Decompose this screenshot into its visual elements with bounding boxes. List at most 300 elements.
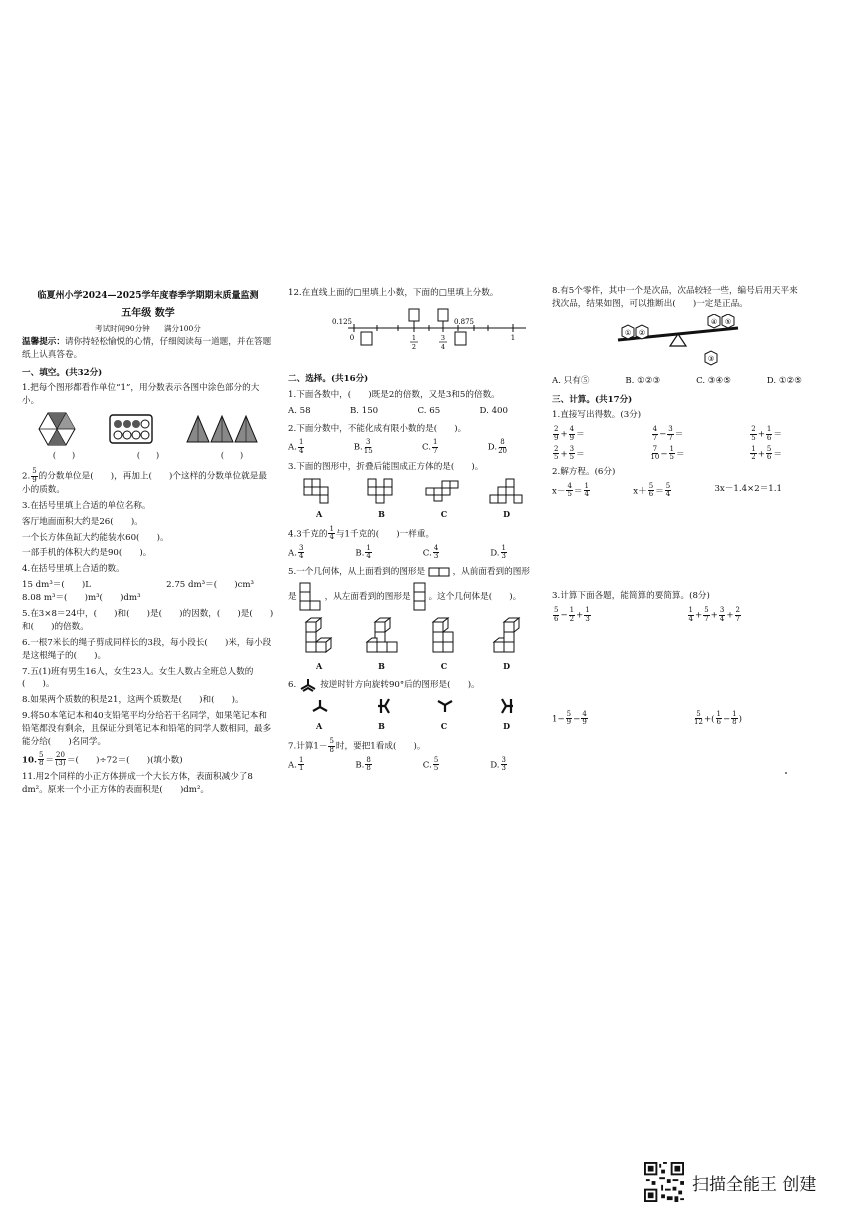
option-letter: A. [288,547,297,558]
rotation-option-c[interactable] [435,698,455,714]
choice-4-option-c[interactable] [423,545,440,561]
fraction [553,607,559,623]
fraction [667,426,673,442]
label-a: A [315,721,323,732]
calc-3-item-1 [552,607,592,623]
exam-meta [22,323,274,334]
q10-fraction-2 [55,752,66,768]
calc-3-item-4 [693,711,742,727]
operator: + [560,429,568,440]
numerator: 5 [648,481,654,490]
nl-label-3-den: 4 [440,342,446,351]
choice-4-option-a[interactable] [288,545,305,561]
choice-4-options [288,545,538,561]
nl-label-0875: 0.875 [453,317,475,326]
question-7: 7.五(1)班有男生16人，女生23人。女生人数占全班总人数的( )。 [22,666,254,690]
exam-score: 满分100分 [164,323,201,333]
numerator: 1 [766,425,772,434]
fraction [766,446,772,462]
paper-title: 临夏州小学2024—2025学年度春季学期期末质量监测 [37,291,259,301]
q10-f1-numerator: 5 [38,750,44,759]
fraction [553,426,559,442]
number-line [288,303,538,359]
operator: + [694,610,703,621]
q10-f1-denominator: 8 [38,759,44,768]
denominator: 8 [366,764,371,773]
option-fraction [433,545,439,561]
part-2-label: ② [638,328,646,337]
cube-net-b[interactable] [367,478,395,504]
denominator: 3 [585,614,590,623]
denominator: 4 [584,489,589,498]
operator: +( [703,714,715,725]
choice-6-text: 按逆时针方向旋转90°后的图形是( )。 [320,679,480,690]
operator: + [560,449,568,460]
calc-item [552,426,585,442]
calc-1-row-1 [552,426,802,442]
solids-labels [288,660,538,672]
exam-time: 考试时间90分钟 [95,323,150,333]
fraction [688,607,694,623]
question-2 [22,468,274,497]
q1-blank-1: ( ) [52,451,76,461]
option-letter: A. [288,760,297,771]
numerator: 1 [569,606,575,615]
operator: − [660,449,668,460]
rotation-shape-icon [299,678,317,692]
label-d: D [503,508,511,519]
q1-figures [22,412,274,446]
denominator: 3 [433,551,439,560]
column-2 [288,287,538,779]
fraction [652,426,658,442]
choice-7-option-a[interactable] [288,757,305,773]
calc-2-heading: 2.解方程。(6分) [552,466,616,477]
numerator: 5 [554,606,559,615]
calc-1-heading: 1.直接写出得数。(3分) [552,410,642,421]
fraction [750,446,756,462]
denominator: 3 [501,551,506,560]
fraction [731,711,737,727]
numerator: 2 [554,445,559,454]
fraction [566,483,572,499]
calc-3-item-2 [687,607,742,623]
fraction [766,426,772,442]
nl-box-top-1 [409,309,419,321]
fraction [553,446,559,462]
question-3: 3.在括号里填上合适的单位名称。 [22,500,151,511]
numerator: 5 [566,709,572,718]
fraction [694,711,703,727]
choice-7-text-b: 时，要把1看成( )。 [335,741,426,752]
solid-b[interactable] [365,616,399,656]
q4-item-1: 15 dm³＝( )L [22,580,91,591]
fraction [735,607,741,623]
calc-3-heading: 3.计算下面各题，能简算的要简算。(8分) [552,591,710,602]
choice-7-options [288,757,538,773]
choice-5-text-b: ，从前面看到的图形 [452,567,530,578]
equals: ＝ [675,449,685,460]
section-fill-heading: 一、填空。(共32分) [22,367,103,378]
numerator: 5 [329,737,334,746]
nl-box-bottom-2 [455,332,466,345]
denominator: 4 [688,614,693,623]
denominator: 15 [363,446,373,455]
denominator: 5 [554,453,559,462]
choice-7-option-d[interactable] [490,757,508,773]
q4-item-2: 2.75 dm³＝( )cm³ [166,580,254,591]
equals: ＝ [655,485,664,496]
label-c: C [440,661,448,672]
option-letter: D. [490,760,500,771]
numerator: 1 [432,438,438,447]
equations-row [552,483,802,499]
scan-speck [785,772,787,774]
choice-4-option-b[interactable] [355,545,373,561]
rotation-option-d[interactable] [500,696,516,716]
choice-2-option-d[interactable] [488,439,508,455]
column-3 [552,285,802,731]
fraction [665,483,671,499]
denominator: 4 [366,551,371,560]
column-1 [22,290,274,799]
equals: ＝ [576,429,585,440]
fraction [750,426,756,442]
choice-5-text-a: 5.一个几何体，从上面看到的图形是 [288,567,426,578]
eq-text: x－ [552,485,566,496]
question-12: 12.在直线上面的□里填上小数，下面的□里填上分数。 [288,288,499,298]
denominator: 4 [298,446,304,455]
solid-a[interactable] [304,616,334,656]
choice-7-option-c[interactable] [423,757,440,773]
rotation-option-b[interactable] [375,696,391,716]
nl-label-0125: 0.125 [331,317,353,326]
choice-1-option-b[interactable]: B. 150 [349,405,379,416]
label-a: A [315,508,323,519]
hexagon-figure [38,412,76,446]
option-fraction [364,439,373,455]
denominator: 6 [554,614,559,623]
q1-blanks [22,450,274,462]
choice-7-text-a: 7.计算1－ [288,741,328,752]
triangles-figure [186,414,258,444]
numerator: 3 [569,445,575,454]
choice-1-option-d[interactable]: D. 400 [479,405,508,416]
denominator: 4 [719,614,725,623]
choice-8-option-a[interactable]: A. 只有⑤ [552,375,590,386]
q2-numerator: 5 [32,467,37,476]
choice-8-option-d[interactable]: D. ①②⑤ [766,375,802,386]
label-c: C [440,508,448,519]
option-fraction [298,757,304,773]
q10-number: 10. [22,755,37,766]
choice-7-fraction [328,738,334,754]
top-view-icon [428,567,450,577]
numerator: 1 [329,524,334,533]
solid-d[interactable] [492,616,522,656]
calc-3-item-3 [552,711,589,727]
numerator: 1 [501,543,506,552]
watermark-text: 扫描全能王 创建 [692,1174,817,1195]
label-b: B [378,721,385,732]
fraction [566,711,572,727]
equation-1 [552,483,591,499]
choice-4-fraction [328,526,334,542]
calc-item [651,426,684,442]
operator: − [659,429,667,440]
numerator: 2 [751,425,756,434]
numerator: 4 [652,425,658,434]
label-d: D [503,661,511,672]
q3-line-1: 客厅地面面积大约是26( )。 [22,516,143,527]
rotation-option-a[interactable] [310,698,330,714]
label-c: C [440,721,448,732]
numerator: 1 [751,445,756,454]
choice-1-options [288,405,538,418]
choice-5-cont [288,582,538,612]
work-space-1 [552,502,802,590]
denominator: 9 [582,718,587,727]
q3-line-2: 一个长方体鱼缸大约能装水60( )。 [22,532,169,543]
denominator: 12 [694,718,703,727]
choice-2-options [288,439,538,455]
option-fraction [498,439,507,455]
left-view-icon [413,582,427,612]
choice-2-option-b[interactable] [354,439,374,455]
option-letter: C. [422,760,432,771]
denominator: 10 [650,453,660,462]
choice-6-number: 6. [288,679,297,690]
q10-text: ＝( )÷72＝( )(填小数) [66,755,183,766]
balance-scale-figure [552,314,802,368]
numerator: 4 [567,481,572,490]
calc-item [749,446,782,462]
section-choice-heading: 二、选择。(共16分) [288,373,369,384]
fraction [569,446,575,462]
denominator: 4 [329,533,334,542]
numerator: 1 [298,438,304,447]
choice-1: 1.下面各数中，( )既是2的倍数，又是3和5的倍数。 [288,389,500,400]
numerator: 5 [704,606,709,615]
question-1: 1.把每个图形都看作单位“1”，用分数表示各图中涂色部分的大小。 [22,383,260,407]
numerator: 1 [585,606,590,615]
cube-net-a[interactable] [303,478,337,504]
denominator: 7 [432,446,438,455]
part-5-label: ⑤ [724,317,732,326]
choice-8: 8.有5个零件，其中一个是次品，次品较轻一些，编号后用天平来找次品，结果如图，可以推断出( )一定是正品。 [552,286,798,309]
option-letter: D. [487,442,498,453]
choice-6 [288,678,538,692]
tip-text: 请你持轻松愉悦的心情，仔细阅读每一道题，并在答题纸上认真答卷。 [22,336,272,360]
operator: − [560,610,568,621]
choice-4-option-d[interactable] [490,545,508,561]
numerator: 1 [584,481,589,490]
choice-5 [288,566,538,579]
denominator: 6 [766,433,772,442]
numerator: 3 [501,755,506,764]
choice-2-option-a[interactable] [288,439,305,455]
q2-fraction [31,468,37,484]
operator: + [757,449,765,460]
question-5: 5.在3×8＝24中，( )和( )是( )的因数，( )是( )和( )的倍数。 [22,609,274,632]
choice-4 [288,526,538,542]
numerator: 5 [766,445,772,454]
part-1-label: ① [624,328,632,337]
numerator: 5 [665,481,671,490]
denominator: 5 [433,764,439,773]
fraction [569,607,575,623]
option-letter: C. [421,442,431,453]
fraction [581,711,587,727]
fraction [584,483,590,499]
choice-1-option-c[interactable]: C. 65 [417,405,441,416]
q10-f2-numerator: 20 [56,750,65,759]
fraction [669,446,675,462]
option-fraction [298,439,304,455]
denominator: 7 [652,433,658,442]
tip-label: 温馨提示： [22,336,65,347]
choice-2-option-c[interactable] [422,439,439,455]
denominator: 5 [751,433,756,442]
choice-8-option-b[interactable]: B. ①②③ [625,375,661,386]
cube-net-c[interactable] [425,480,459,502]
numerator: 4 [433,543,439,552]
fraction [719,607,725,623]
cube-net-d[interactable] [489,478,523,504]
operator: + [710,610,718,621]
numerator: 3 [668,425,673,434]
choice-4-text-b: 与1千克的( )一样重。 [335,529,435,540]
option-letter: B. [353,442,363,453]
solid-c[interactable] [431,616,461,656]
q4-line-1 [22,579,274,592]
paper-subtitle: 五年级 数学 [121,307,175,319]
fraction [584,607,590,623]
numerator: 3 [365,438,371,447]
fraction [648,483,654,499]
part-4-label: ④ [710,317,718,326]
q2-denominator: 9 [32,475,37,484]
denominator: 9 [554,433,559,442]
nl-label-0: 0 [349,333,355,342]
numerator: 3 [719,606,725,615]
eq-text: 1− [552,714,565,725]
part-3-label: ③ [707,354,715,363]
nl-box-top-2 [438,309,448,321]
q2-number: 2. [22,471,31,482]
front-view-icon [299,582,323,612]
denominator: 9 [566,718,572,727]
numerator: 2 [735,606,740,615]
denominator: 5 [669,453,674,462]
choice-5-text-e: 。这个几何体是( )。 [428,591,522,602]
operator: ) [738,714,742,725]
numerator: 5 [433,755,439,764]
fraction [650,446,659,462]
question-11: 11.用2个同样的小正方体拼成一个大长方体，表面积减少了8 dm²。原来一个小正方体的表面积是( )dm²。 [22,771,253,795]
calc-3-row-1 [552,607,802,623]
choice-7-option-b[interactable] [355,757,373,773]
denominator: 6 [766,453,772,462]
numerator: 7 [652,445,658,454]
option-letter: C. [422,547,432,558]
denominator: 1 [298,764,304,773]
numerator: 2 [554,425,559,434]
denominator: 3 [501,764,506,773]
question-4: 4.在括号里填上合适的数。 [22,564,125,575]
rotation-labels [288,720,538,732]
solids-row [288,616,538,656]
q1-blank-3: ( ) [220,451,244,461]
denominator: 20 [498,446,507,455]
equation-2 [633,483,672,499]
numerator: 8 [366,755,371,764]
denominator: 7 [668,433,673,442]
option-letter: A. [288,442,297,453]
choice-2: 2.下面分数中，不能化成有限小数的是( )。 [288,424,467,435]
option-fraction [501,545,507,561]
denominator: 2 [569,614,575,623]
denominator: 4 [665,489,671,498]
eq-text: x＋ [633,485,647,496]
choice-5-text-d: ，从左面看到的图形是 [324,591,411,602]
choice-7 [288,738,538,754]
choice-3: 3.下面的图形中，折叠后能围成正方体的是( )。 [288,462,484,473]
denominator: 5 [567,489,572,498]
q1-blank-2: ( ) [136,451,160,461]
question-9: 9.将50本笔记本和40支铅笔平均分给若干名同学，如果笔记本和铅笔都没有剩余，且保证分到笔记本和铅笔的同学人数相同，最多能分给( )名同学。 [22,711,272,748]
denominator: 7 [704,614,709,623]
calc-3-row-2 [552,711,802,727]
numerator: 1 [366,543,371,552]
equals: ＝ [674,429,684,440]
q3-line-3: 一部手机的体积大约是90( )。 [22,548,152,559]
label-b: B [378,508,385,519]
q10-fraction-1 [38,752,44,768]
denominator: 6 [716,718,721,727]
choice-8-option-c[interactable]: C. ③④⑤ [696,375,731,386]
q10-f2-denominator: (3) [55,759,66,768]
equals: ＝ [576,449,585,460]
choice-4-text-a: 4.3千克的 [288,529,328,540]
q2-text: 的分数单位是( )，再加上( )个这样的分数单位就是最小的质数。 [22,471,267,495]
choice-5-text-c: 是 [288,591,297,602]
tip [22,336,274,362]
choice-8-options [552,375,802,388]
option-letter: B. [355,760,365,771]
option-letter: D. [490,547,500,558]
choice-1-option-a[interactable]: A. 58 [288,405,311,416]
label-b: B [378,661,385,672]
denominator: 7 [735,614,740,623]
numerator: 4 [582,709,587,718]
calc-item [749,426,782,442]
nl-label-1-num: 1 [411,333,417,342]
qr-code-icon [644,1162,684,1202]
operator: + [576,610,584,621]
section-calc-heading: 三、计算。(共17分) [552,394,633,405]
q4-line-2: 8.08 m³＝( )m³( )dm³ [22,593,141,604]
option-letter: B. [355,547,365,558]
denominator: 5 [569,453,575,462]
fraction [716,711,722,727]
rotation-options-row [288,696,538,716]
numerator: 5 [696,709,701,718]
operator: − [573,714,581,725]
denominator: 8 [329,745,334,754]
equals: ＝ [573,485,583,496]
calc-item [649,446,684,462]
